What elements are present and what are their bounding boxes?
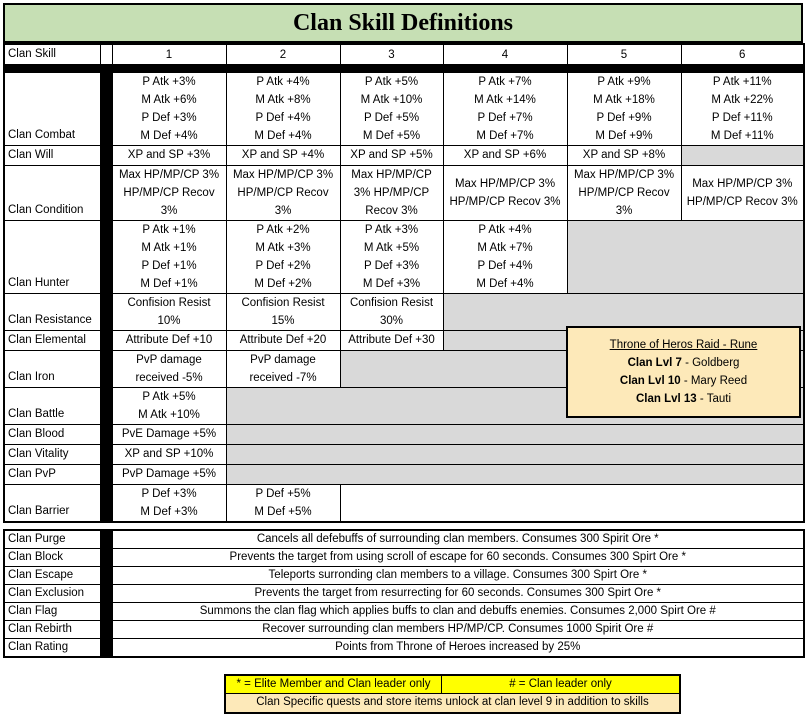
cell: P Def +5% M Def +5%: [226, 484, 340, 522]
cell: XP and SP +6%: [443, 145, 567, 165]
cell: XP and SP +5%: [340, 145, 443, 165]
skill-name: Clan Resistance: [4, 293, 100, 330]
cell: PvP damage received -7%: [226, 350, 340, 387]
skill-name: Clan Battle: [4, 387, 100, 424]
row-clan-vitality: [4, 444, 804, 464]
cell: P Atk +4% M Atk +8% P Def +4% M Def +4%: [226, 72, 340, 145]
row-clan-will: [4, 145, 804, 165]
skill-name: Clan Elemental: [4, 330, 100, 350]
cell: PvE Damage +5%: [112, 424, 226, 444]
cell: P Atk +9% M Atk +18% P Def +9% M Def +9%: [567, 72, 681, 145]
cell: Attribute Def +30: [340, 330, 443, 350]
cell: P Atk +5% M Atk +10% P Def +5% M Def +5%: [340, 72, 443, 145]
legend-elite: * = Elite Member and Clan leader only: [226, 676, 442, 694]
cell: XP and SP +4%: [226, 145, 340, 165]
cell: P Atk +3% M Atk +5% P Def +3% M Def +3%: [340, 220, 443, 293]
header-level-1: 1: [112, 44, 226, 65]
cell: Max HP/MP/CP 3% HP/MP/CP Recov 3%: [226, 165, 340, 220]
throne-row: Clan Lvl 7 - Goldberg: [627, 357, 740, 369]
active-skill-row: Clan Purge Cancels all defebuffs of surrounding clan members. Consumes 300 Spirit Ore *: [4, 530, 804, 549]
legend-box: [224, 674, 681, 714]
skill-name: Clan Vitality: [4, 444, 100, 464]
active-skill-row: Clan Flag Summons the clan flag which applies buffs to clan and debuffs enemies. Consumes 2,000 Spirt Ore #: [4, 603, 804, 621]
cell: Max HP/MP/CP 3% HP/MP/CP Recov 3%: [681, 165, 804, 220]
active-skill-row: Clan Exclusion Prevents the target from resurrecting for 60 seconds. Consumes 300 Spirt Ore *: [4, 585, 804, 603]
cell: PvP damage received -5%: [112, 350, 226, 387]
cell: P Atk +1% M Atk +1% P Def +1% M Def +1%: [112, 220, 226, 293]
active-skill-row: Clan Rating Points from Throne of Heroes increased by 25%: [4, 639, 804, 658]
cell: XP and SP +8%: [567, 145, 681, 165]
header-level-4: 4: [443, 44, 567, 65]
row-clan-condition: [4, 165, 804, 220]
cell: Max HP/MP/CP 3% HP/MP/CP Recov 3%: [443, 165, 567, 220]
active-skill-row: Clan Block Prevents the target from using scroll of escape for 60 seconds. Consumes 300 Spirt Ore *: [4, 549, 804, 567]
cell: Attribute Def +10: [112, 330, 226, 350]
legend-note: Clan Specific quests and store items unlock at clan level 9 in addition to skills: [226, 694, 679, 712]
throne-title: Throne of Heros Raid - Rune: [609, 339, 758, 351]
skill-name: Clan Hunter: [4, 220, 100, 293]
cell: P Atk +2% M Atk +3% P Def +2% M Def +2%: [226, 220, 340, 293]
cell: P Atk +11% M Atk +22% P Def +11% M Def +11%: [681, 72, 804, 145]
header-level-3: 3: [340, 44, 443, 65]
cell: XP and SP +10%: [112, 444, 226, 464]
page-title: Clan Skill Definitions: [3, 3, 803, 43]
skill-name: Clan Combat: [4, 72, 100, 145]
cell: P Atk +3% M Atk +6% P Def +3% M Def +4%: [112, 72, 226, 145]
skill-name: Clan Iron: [4, 350, 100, 387]
header-level-5: 5: [567, 44, 681, 65]
header-level-2: 2: [226, 44, 340, 65]
cell: Max HP/MP/CP 3% HP/MP/CP Recov 3%: [340, 165, 443, 220]
skill-name: Clan Will: [4, 145, 100, 165]
skill-name: Clan Barrier: [4, 484, 100, 522]
cell: PvP Damage +5%: [112, 464, 226, 484]
row-clan-combat: [4, 72, 804, 145]
active-skill-row: Clan Rebirth Recover surrounding clan members HP/MP/CP. Consumes 1000 Spirit Ore #: [4, 621, 804, 639]
active-skill-row: Clan Escape Teleports surronding clan members to a village. Consumes 300 Spirt Ore *: [4, 567, 804, 585]
throne-row: Clan Lvl 13 - Tauti: [635, 393, 732, 405]
header-row: [4, 44, 804, 65]
skill-name: Clan PvP: [4, 464, 100, 484]
cell: P Def +3% M Def +3%: [112, 484, 226, 522]
cell: Confision Resist 10%: [112, 293, 226, 330]
skill-name: Clan Condition: [4, 165, 100, 220]
cell: Attribute Def +20: [226, 330, 340, 350]
legend-leader: # = Clan leader only: [442, 676, 679, 694]
throne-of-heros-box: [566, 326, 801, 418]
skill-name: Clan Blood: [4, 424, 100, 444]
header-level-6: 6: [681, 44, 804, 65]
row-clan-blood: [4, 424, 804, 444]
row-clan-barrier: [4, 484, 804, 522]
header-clan-skill: Clan Skill: [4, 44, 100, 65]
row-clan-pvp: [4, 464, 804, 484]
cell: Confision Resist 30%: [340, 293, 443, 330]
cell: P Atk +7% M Atk +14% P Def +7% M Def +7%: [443, 72, 567, 145]
cell: Confision Resist 15%: [226, 293, 340, 330]
cell: Max HP/MP/CP 3% HP/MP/CP Recov 3%: [112, 165, 226, 220]
cell: P Atk +5% M Atk +10%: [112, 387, 226, 424]
cell: P Atk +4% M Atk +7% P Def +4% M Def +4%: [443, 220, 567, 293]
clan-skill-table: [3, 43, 805, 523]
throne-row: Clan Lvl 10 - Mary Reed: [619, 375, 748, 387]
active-skill-table: [3, 529, 805, 658]
cell: XP and SP +3%: [112, 145, 226, 165]
cell: Max HP/MP/CP 3% HP/MP/CP Recov 3%: [567, 165, 681, 220]
row-clan-hunter: [4, 220, 804, 293]
row-clan-resistance: [4, 293, 804, 330]
